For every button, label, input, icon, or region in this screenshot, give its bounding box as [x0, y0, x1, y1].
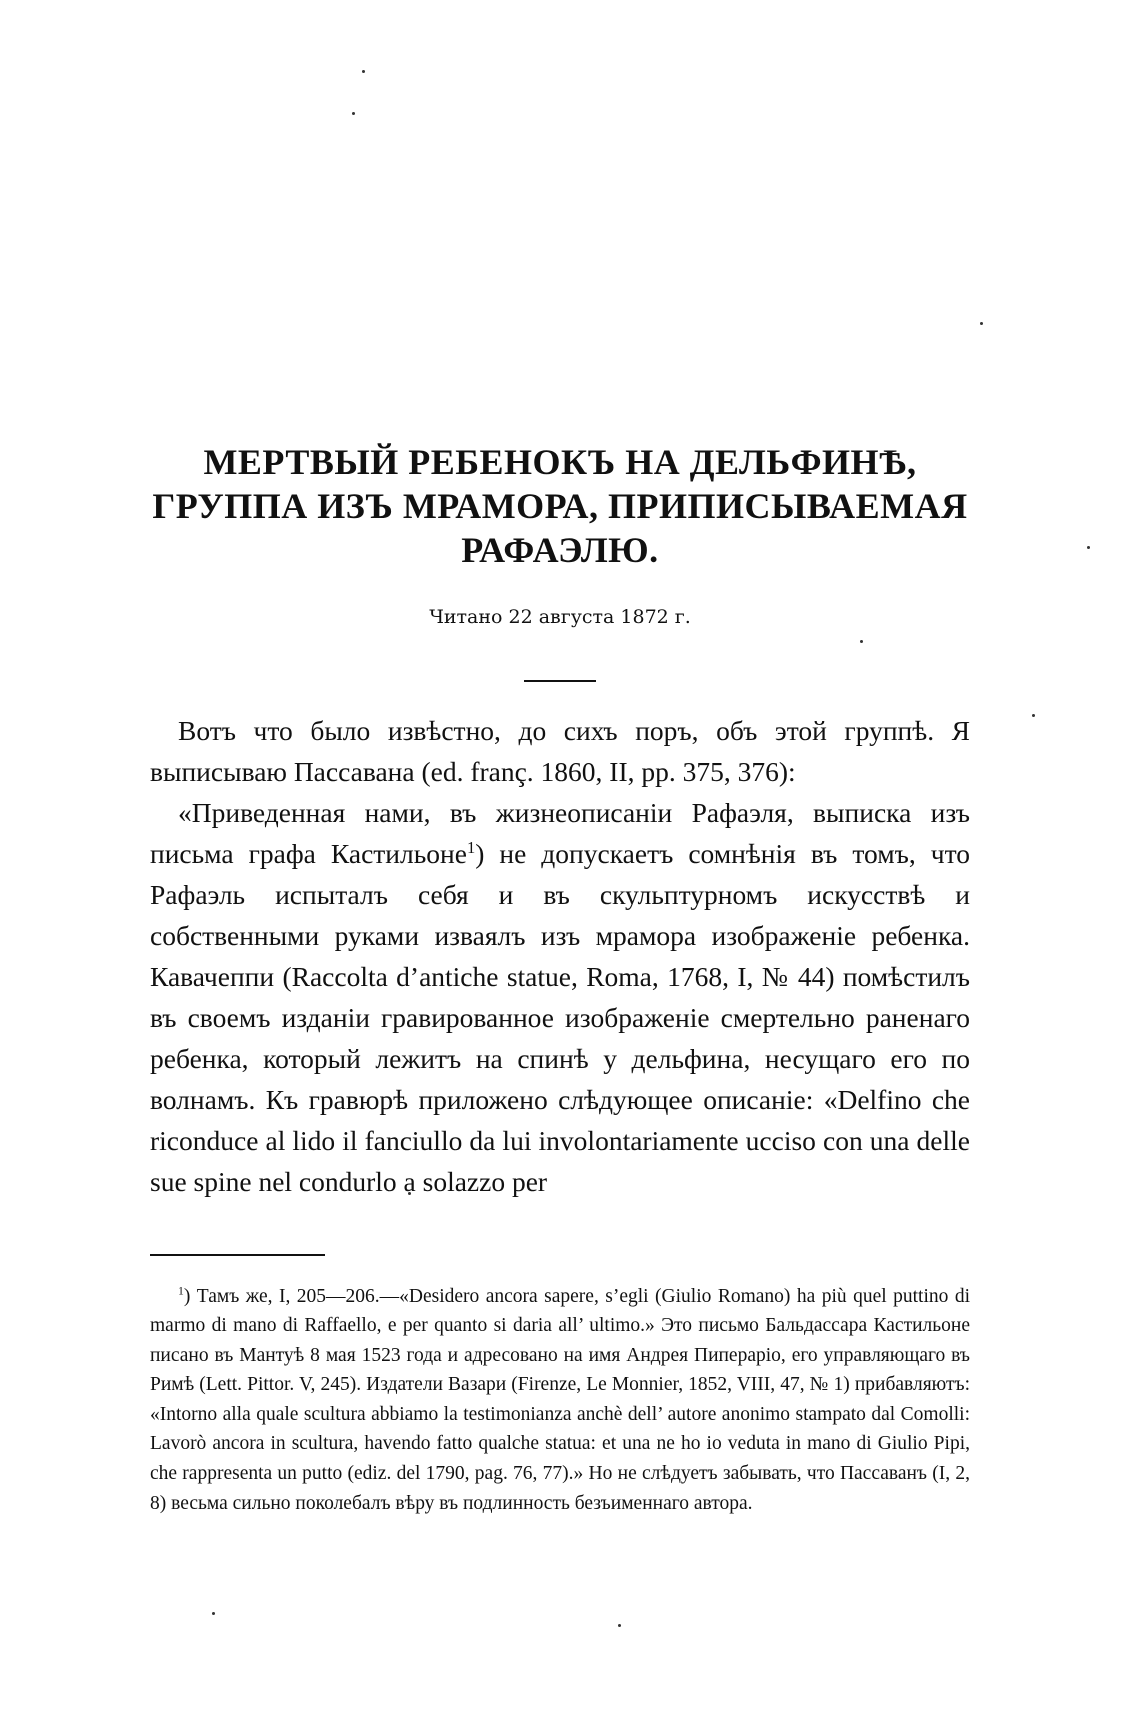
article-title: МЕРТВЫЙ РЕБЕНОКЪ НА ДЕЛЬФИНѢ, ГРУППА ИЗЪ МРАМОРА, ПРИПИСЫВАЕМАЯ РАФАЭЛЮ. [152, 442, 968, 570]
title-divider [524, 680, 596, 682]
paper-speck [980, 322, 983, 325]
paper-speck [1032, 714, 1035, 717]
reading-date: Читано 22 августа 1872 г. [429, 606, 691, 628]
footnote-text: ) Тамъ же, I, 205—206.—«Desidero ancora sapere, s’egli (Giulio Romano) ha più quel puttino di marmo di mano di Raffaello, e per quanto si daria all’ ultimo.» Это письмо Бальдассара Кастильоне писано въ Мантуѣ 8 мая 1523 года и адресовано на имя Андрея Пиперарiо, его управляющаго въ Римѣ (Lett. Pittor. V, 245). Издатели Вазари (Firenze, Le Monnier, 1852, VIII, 47, № 1) прибавляютъ: «Intorno alla quale scultura abbiamo la testimonianza anchè dell’ autore anonimo stampato dal Comolli: Lavorò ancora in scultura, havendo fatto qualche statua: et una ne ho io veduta in mano di Giulio Pipi, che rappresenta un putto (ediz. del 1790, pag. 76, 77).» Но не слѣдуетъ забывать, что Пассаванъ (I, 2, 8) весьма сильно поколебалъ вѣру въ подлинность безъименнаго автора. [150, 1285, 970, 1514]
main-text [150, 710, 970, 1202]
paragraph-2 [150, 792, 970, 1202]
paper-speck [352, 112, 355, 115]
footnote-ref[interactable]: 1 [466, 837, 476, 857]
paper-speck [212, 1612, 215, 1615]
footnote-marker: 1 [178, 1284, 184, 1297]
paper-speck [1087, 546, 1090, 549]
paper-speck [362, 70, 365, 73]
paper-speck [618, 1624, 621, 1627]
footnote [150, 1282, 970, 1519]
footnote-divider [150, 1254, 325, 1256]
book-page [150, 440, 970, 1518]
paragraph-2-start: «Приведенная нами, въ жизнеописанiи Рафаэля, выписка изъ письма графа Кастильоне [150, 797, 970, 869]
paragraph-2-cont: ) не допускаетъ сомнѣнія въ томъ, что Рафаэль испыталъ себя и въ скульптурномъ искусствѣ и собственными руками изваялъ изъ мрамора изображенiе ребенка. Кавачеппи (Raccolta d’antiche statue, Roma, 1768, I, № 44) помѣстилъ въ своемъ изданiи гравированное изображенiе смертельно раненаго ребенка, который лежитъ на спинѣ у дельфина, несущаго его по волнамъ. Къ гравюрѣ приложено слѣдующее описанiе: «Delfino che riconduce al lido il fanciullo da lui involontariamente ucciso con una delle sue spine nel condurlo a solazzo per [150, 838, 970, 1197]
paragraph-1: Вотъ что было извѣстно, до сихъ поръ, объ этой группѣ. Я выписываю Пассавана (ed. franç. 1860, II, pp. 375, 376): [150, 715, 970, 787]
